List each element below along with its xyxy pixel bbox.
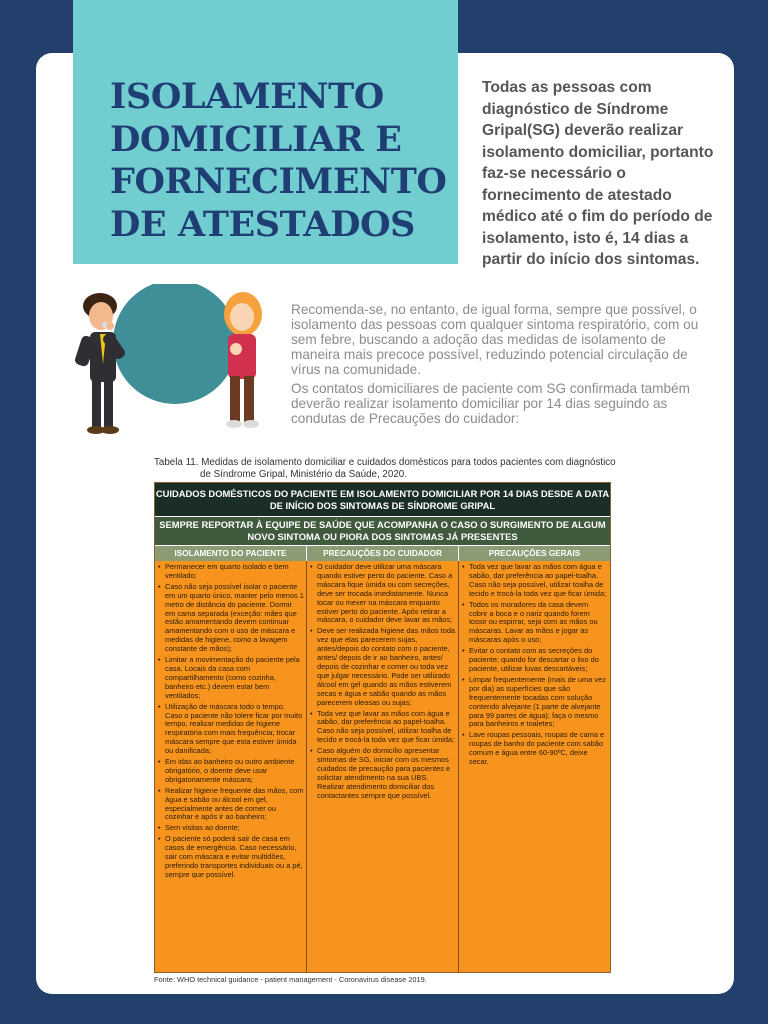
list-item: • Limpar frequentemente (mais de uma vez por dia) as superfícies que são frequentemente tocadas com solução contendo alvejante (1 parte de alvejante para 99 partes de água); faça o mesmo para banheiros e toaletes; — [469, 676, 608, 729]
list-item: • Lave roupas pessoais, roupas de cama e roupas de banho do paciente com sabão comum e água entre 60-90ºC, deixe secar. — [469, 731, 608, 767]
column-cuidador — [307, 561, 459, 972]
list-item: • Deve ser realizada higiene das mãos toda vez que elas parecerem sujas, antes/depois do contato com o paciente, antes/ depois de ir ao banheiro, antes/ depois de cozinhar e comer ou toda vez que julgar necessário. Pode ser utilizado álcool em gel quando as mãos estiverem secas e água e sabão quando as mãos parecerem oleosas ou sujas; — [317, 627, 456, 707]
table-column-headers — [155, 546, 610, 561]
care-measures-table — [154, 482, 611, 973]
list-item: • Em idas ao banheiro ou outro ambiente obrigatório, o doente deve usar obrigatoriamente máscara; — [165, 758, 304, 785]
table-source: Fonte: WHO technical guidance - patient management - Coronavirus disease 2019. — [154, 975, 427, 984]
page-title: ISOLAMENTO DOMICILIAR E FORNECIMENTO DE ATESTADOS — [110, 76, 447, 245]
list-item: • Caso alguém do domicílio apresentar sintomas de SG, iniciar com os mesmos cuidados de precaução para pacientes e solicitar atendimento na sua UBS. Realizar atendimento domiciliar dos contactantes sempre que possível. — [317, 747, 456, 800]
table-caption-line1: Tabela 11. Medidas de isolamento domiciliar e cuidados domésticos para todos pacientes com diagnóstico — [154, 457, 616, 468]
list-item: • O cuidador deve utilizar uma máscara quando estiver perto do paciente. Caso a máscara fique úmida ou com secreções, deve ser trocada imediatamente. Nunca tocar ou mexer na máscara enquanto estiver perto do paciente. Após retirar a máscara, o cuidador deve lavar as mãos; — [317, 563, 456, 625]
column-header-gerais: PRECAUÇÕES GERAIS — [459, 546, 610, 561]
list-item: • Evitar o contato com as secreções do paciente; quando for descartar o lixo do paciente, utilizar luvas descartáveis; — [469, 647, 608, 674]
column-isolamento — [155, 561, 307, 972]
column-header-isolamento: ISOLAMENTO DO PACIENTE — [155, 546, 307, 561]
list-isolamento — [157, 563, 304, 880]
table-body — [155, 561, 610, 972]
intro-text: Todas as pessoas com diagnóstico de Síndrome Gripal(SG) deverão realizar isolamento domiciliar, portanto faz-se necessário o fornecimento de atestado médico até o fim do período de isolamento, isto é, 14 dias a partir do início dos sintomas. — [482, 79, 714, 268]
table-header-main: CUIDADOS DOMÉSTICOS DO PACIENTE EM ISOLAMENTO DOMICILIAR POR 14 DIAS DESDE A DATA DE INÍCIO DOS SINTOMAS DE SÍNDROME GRIPAL — [155, 483, 610, 517]
list-gerais — [461, 563, 608, 767]
list-item: • Caso não seja possível isolar o paciente em um quarto único, manter pelo menos 1 metro de distância do paciente. Dormir em cama separada (exceção: mães que estão amamentando devem continuar amamentando com o uso de máscara e medidas de higiene, como a lavagem constante de mãos); — [165, 583, 304, 654]
list-item: • Todos os moradores da casa devem cobrir a boca e o nariz quando forem tossir ou espirrar, seja com as mãos ou máscaras. Lavar as mãos e jogar as máscaras após o uso; — [469, 601, 608, 646]
list-item: • O paciente só poderá sair de casa em casos de emergência. Caso necessário, sair com máscara e evitar multidões, preferindo transportes individuais ou a pé, sempre que possível. — [165, 835, 304, 880]
list-item: • Realizar higiene frequente das mãos, com água e sabão ou álcool em gel, especialmente antes de comer ou cozinhar e após ir ao banheiro; — [165, 787, 304, 823]
list-item: • Limitar a movimentação do paciente pela casa. Locais da casa com compartilhamento (como cozinha, banheiro etc.) devem estar bem ventilados; — [165, 656, 304, 701]
woman-figure — [224, 292, 262, 428]
list-item: • Permanecer em quarto isolado e bem ventilado; — [165, 563, 304, 581]
table-caption — [154, 457, 624, 481]
cartoon-illustration — [70, 284, 280, 440]
list-item: • Sem visitas ao doente; — [165, 824, 304, 833]
column-header-cuidador: PRECAUÇÕES DO CUIDADOR — [307, 546, 459, 561]
paragraph-contacts: Os contatos domiciliares de paciente com SG confirmada também deverão realizar isolamento domiciliar por 14 dias seguindo as condutas de Precauções do cuidador: — [291, 381, 690, 426]
paragraph-recommendation: Recomenda-se, no entanto, de igual forma, sempre que possível, o isolamento das pessoas com qualquer sintoma respiratório, com ou sem febre, buscando a adoção das medidas de isolamento de maneira mais precoce possível, reduzindo potencial circulação de vírus na comunidade. — [291, 302, 699, 377]
table-header-report: SEMPRE REPORTAR À EQUIPE DE SAÚDE QUE ACOMPANHA O CASO O SURGIMENTO DE ALGUM NOVO SINTOMA OU PIORA DOS SINTOMAS JÁ PRESENTES — [155, 517, 610, 546]
column-gerais — [459, 561, 610, 972]
table-caption-line2: de Síndrome Gripal, Ministério da Saúde, 2020. — [200, 469, 407, 480]
teal-circle — [113, 284, 237, 404]
list-item: • Toda vez que lavar as mãos com água e sabão, dar preferência ao papel-toalha. Caso não seja possível, utilizar toalha de tecido e trocá-la toda vez que ficar úmida; — [469, 563, 608, 599]
list-cuidador — [309, 563, 456, 801]
list-item: • Toda vez que lavar as mãos com água e sabão, dar preferência ao papel-toalha. Caso não seja possível, utilizar toalha de tecido e trocá-la toda vez que ficar úmida; — [317, 710, 456, 746]
list-item: • Utilização de máscara todo o tempo. Caso o paciente não tolere ficar por muito tempo, realizar medidas de higiene respiratória com mais frequência; trocar máscara sempre que esta estiver úmida ou danificada; — [165, 703, 304, 756]
